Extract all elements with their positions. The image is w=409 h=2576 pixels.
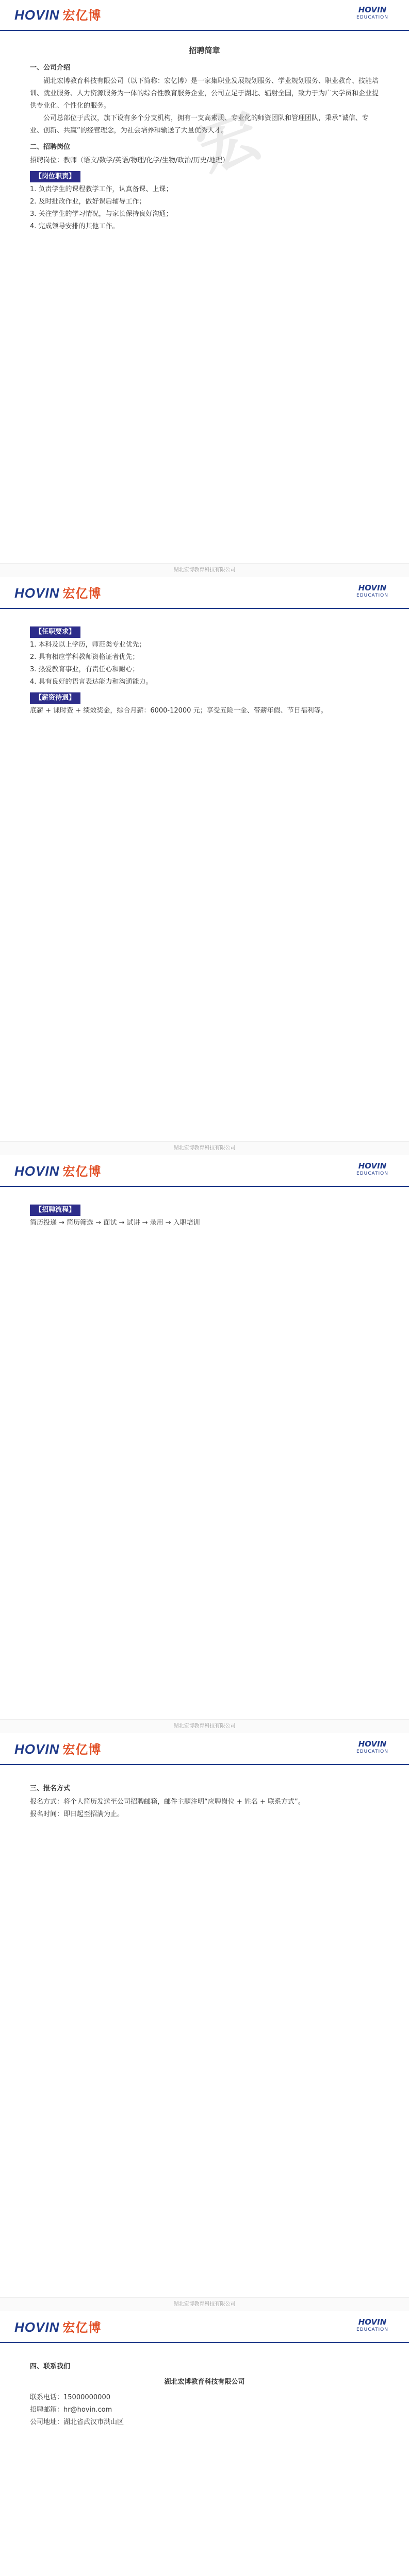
- section-1-paragraph-1: 湖北宏博教育科技有限公司（以下简称：宏亿博）是一家集职业发展规划服务、学业规划服务、职业教育、技能培训、就业服务、人力资源服务为一体的综合性教育服务企业，公司立足于湖北、辐射全国，致力于为广大学员和企业提供专业化、个性化的服务。: [30, 77, 379, 110]
- header-rule: [0, 608, 409, 609]
- logo-text: HOVIN: [14, 7, 60, 23]
- contact-address: 公司地址：湖北省武汉市洪山区: [30, 2418, 124, 2426]
- section-1-heading: 一、公司介绍: [30, 64, 71, 72]
- logo-cn: 宏亿博: [62, 1165, 102, 1179]
- brand-logo: [14, 5, 101, 23]
- doc-title: 招聘简章: [189, 46, 220, 55]
- page-3-content: [30, 1200, 379, 1229]
- header-rule: [0, 1186, 409, 1187]
- brand-logo-right: [354, 2317, 390, 2333]
- duty-item: 4. 完成领导安排的其他工作。: [30, 223, 119, 230]
- section-1-paragraph-2: 公司总部位于武汉，旗下设有多个分支机构，拥有一支高素质、专业化的师资团队和管理团队，秉承“诚信、专业、创新、共赢”的经营理念，为社会培养和输送了大量优秀人才。: [30, 114, 369, 134]
- logo-text: HOVIN: [14, 1163, 60, 1179]
- logo-text: HOVIN: [14, 1741, 60, 1757]
- brand-logo: [14, 1161, 101, 1179]
- logo-right-sub: EDUCATION: [356, 1171, 388, 1176]
- logo-right-mark: HOVIN: [358, 583, 387, 592]
- page-1-content: [30, 44, 379, 233]
- duty-item: 3. 关注学生的学习情况，与家长保持良好沟通；: [30, 210, 173, 218]
- requirement-item: 2. 具有相应学科教师资格证者优先；: [30, 653, 139, 661]
- logo-right-mark: HOVIN: [358, 1161, 387, 1171]
- requirements-tag: 【任职要求】: [30, 626, 80, 638]
- section-3-paragraph-2: 报名时间：即日起至招满为止。: [30, 1810, 124, 1818]
- logo-right-sub: EDUCATION: [356, 15, 388, 20]
- watermark: 宏: [187, 98, 270, 187]
- brand-logo-right: [354, 1739, 390, 1755]
- logo-right-mark: HOVIN: [358, 1739, 387, 1749]
- section-4-heading: 四、联系我们: [30, 2363, 71, 2370]
- job-duties-tag: 【岗位职责】: [30, 171, 80, 182]
- page-1: [0, 0, 409, 577]
- brand-logo-right: [354, 5, 390, 21]
- duty-item: 2. 及时批改作业，做好课后辅导工作；: [30, 198, 146, 206]
- logo-cn: 宏亿博: [62, 587, 102, 601]
- requirement-item: 3. 热爱教育事业，有责任心和耐心；: [30, 666, 139, 673]
- requirement-item: 4. 具有良好的语言表达能力和沟通能力。: [30, 678, 153, 686]
- header-rule: [0, 1764, 409, 1765]
- brand-logo-right: [354, 1161, 390, 1177]
- logo-right-mark: HOVIN: [358, 2317, 387, 2327]
- brand-logo: [14, 1739, 101, 1757]
- contact-phone: 联系电话：15000000000: [30, 2394, 110, 2401]
- contact-title: 湖北宏博教育科技有限公司: [164, 2378, 245, 2386]
- logo-right-sub: EDUCATION: [356, 1749, 388, 1754]
- section-2-paragraph-1: 招聘岗位：教师（语文/数学/英语/物理/化学/生物/政治/历史/地理）: [30, 157, 230, 164]
- page-footer: 湖北宏博教育科技有限公司: [0, 1141, 409, 1155]
- page-footer: 湖北宏博教育科技有限公司: [0, 2297, 409, 2311]
- header-rule: [0, 30, 409, 31]
- brand-logo: [14, 2317, 101, 2335]
- header-rule: [0, 2342, 409, 2343]
- logo-right-mark: HOVIN: [358, 5, 387, 14]
- section-2-heading: 二、招聘岗位: [30, 143, 71, 151]
- brand-logo-right: [354, 583, 390, 599]
- section-3-heading: 三、报名方式: [30, 1785, 71, 1792]
- logo-right-sub: EDUCATION: [356, 2327, 388, 2332]
- logo-right-sub: EDUCATION: [356, 593, 388, 598]
- logo-text: HOVIN: [14, 585, 60, 601]
- page-3: [0, 1156, 409, 1733]
- requirement-item: 1. 本科及以上学历，师范类专业优先；: [30, 641, 146, 649]
- logo-cn: 宏亿博: [62, 9, 102, 23]
- page-5: [0, 2312, 409, 2576]
- page-2-content: [30, 622, 379, 717]
- salary-tag: 【薪资待遇】: [30, 692, 80, 704]
- duty-item: 1. 负责学生的课程教学工作，认真备课、上课；: [30, 185, 173, 193]
- page-5-content: [30, 2357, 379, 2429]
- process-tag: 【招聘流程】: [30, 1205, 80, 1216]
- logo-cn: 宏亿博: [62, 2321, 102, 2335]
- contact-email: 招聘邮箱：hr@hovin.com: [30, 2406, 112, 2414]
- process-paragraph: 简历投递 → 简历筛选 → 面试 → 试讲 → 录用 → 入职培训: [30, 1219, 200, 1227]
- page-2: [0, 578, 409, 1155]
- page-4-content: [30, 1778, 379, 1821]
- brand-logo: [14, 583, 101, 601]
- salary-paragraph: 底薪 + 课时费 + 绩效奖金，综合月薪：6000-12000 元；享受五险一金、带薪年假、节日福利等。: [30, 707, 328, 715]
- logo-cn: 宏亿博: [62, 1743, 102, 1757]
- page-4: [0, 1734, 409, 2311]
- page-footer: 湖北宏博教育科技有限公司: [0, 1719, 409, 1733]
- page-footer: 湖北宏博教育科技有限公司: [0, 563, 409, 577]
- logo-text: HOVIN: [14, 2319, 60, 2335]
- section-3-paragraph-1: 报名方式：将个人简历发送至公司招聘邮箱，邮件主题注明“应聘岗位 + 姓名 + 联系方式”。: [30, 1798, 305, 1806]
